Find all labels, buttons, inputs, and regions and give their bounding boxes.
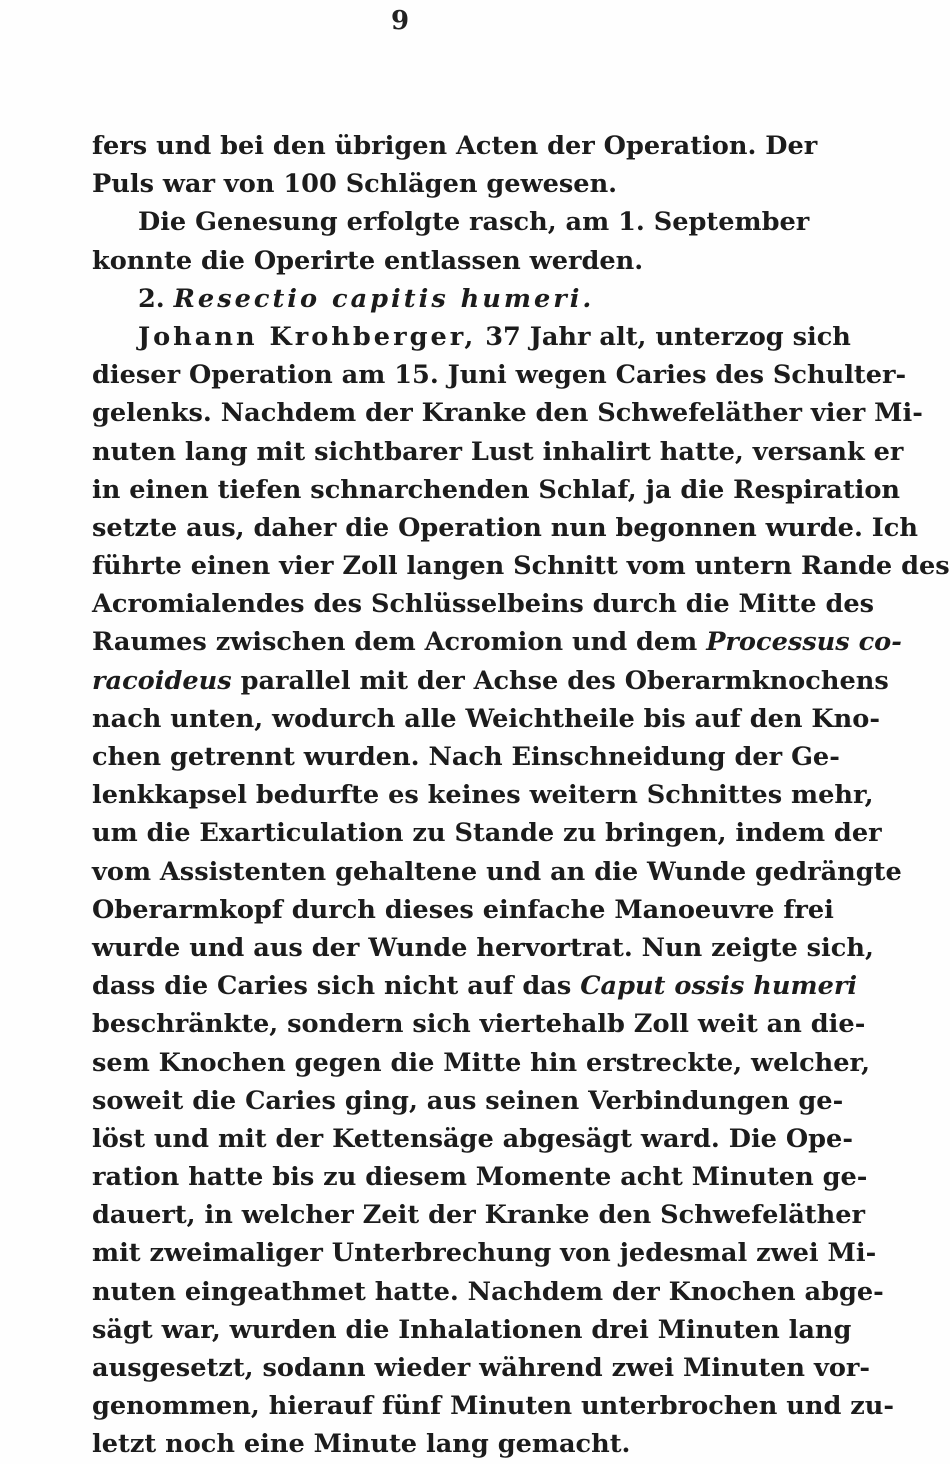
- text-line: führte einen vier Zoll langen Schnitt vom untern Rande des: [92, 551, 950, 582]
- text-line: fers und bei den übrigen Acten der Operation. Der: [92, 131, 818, 161]
- text-line: ration hatte bis zu diesem Momente acht Minuten ge-: [92, 1162, 868, 1193]
- text-line: lenkkapsel bedurfte es keines weitern Schnittes mehr,: [92, 780, 874, 811]
- text-line: Acromialendes des Schlüsselbeins durch die Mitte des: [92, 589, 875, 620]
- text-line: soweit die Caries ging, aus seinen Verbindungen ge-: [92, 1085, 844, 1116]
- text-line: Raumes zwischen dem Acromion und dem Processus co-: [92, 627, 902, 658]
- text-line: Oberarmkopf durch dieses einfache Manoeuvre frei: [92, 894, 834, 925]
- text-line: löst und mit der Kettensäge abgesägt ward. Die Ope-: [92, 1123, 853, 1154]
- text-line: nuten lang mit sichtbarer Lust inhalirt hatte, versank er: [92, 436, 904, 467]
- text-line: gelenks. Nachdem der Kranke den Schwefeläther vier Mi-: [92, 398, 923, 429]
- body-text: [92, 127, 950, 1464]
- text-line: ausgesetzt, sodann wieder während zwei Minuten vor-: [92, 1353, 870, 1383]
- text-line: beschränkte, sondern sich viertehalb Zoll weit an die-: [92, 1009, 866, 1040]
- text-line: genommen, hierauf fünf Minuten unterbrochen und zu-: [92, 1391, 895, 1422]
- text-line: um die Exarticulation zu Stande zu bringen, indem der: [92, 818, 882, 849]
- text-line: in einen tiefen schnarchenden Schlaf, ja die Respiration: [92, 474, 901, 505]
- text-line: dauert, in welcher Zeit der Kranke den Schwefeläther: [92, 1200, 865, 1231]
- page-number: 9: [390, 6, 410, 36]
- text-line: dieser Operation am 15. Juni wegen Caries des Schulter-: [92, 360, 907, 391]
- text-line: letzt noch eine Minute lang gemacht.: [92, 1429, 631, 1460]
- text-line: wurde und aus der Wunde hervortrat. Nun zeigte sich,: [92, 932, 874, 963]
- text-line: mit zweimaliger Unterbrechung von jedesmal zwei Mi-: [92, 1238, 877, 1269]
- section-number: 2.: [138, 283, 165, 314]
- text-line: nach unten, wodurch alle Weichtheile bis auf den Kno-: [92, 703, 880, 734]
- text-line: Die Genesung erfolgte rasch, am 1. September: [138, 207, 810, 238]
- text-line: sägt war, wurden die Inhalationen drei Minuten lang: [92, 1314, 852, 1345]
- text-line: dass die Caries sich nicht auf das Caput ossis humeri: [92, 971, 858, 1002]
- text-line: konnte die Operirte entlassen werden.: [92, 245, 644, 276]
- text-line: setzte aus, daher die Operation nun begonnen wurde. Ich: [92, 512, 918, 543]
- text-line: vom Assistenten gehaltene und an die Wunde gedrängte: [92, 856, 902, 887]
- text-line: racoideus parallel mit der Achse des Oberarmknochens: [92, 665, 889, 696]
- section-heading: [92, 280, 732, 318]
- section-title: Resectio capitis humeri.: [173, 283, 595, 314]
- patient-name: Johann Krohberger,: [138, 321, 477, 352]
- text-line: Puls war von 100 Schlägen gewesen.: [92, 169, 618, 200]
- text-line: nuten eingeathmet hatte. Nachdem der Knochen abge-: [92, 1276, 884, 1307]
- text-line: Johann Krohberger, 37 Jahr alt, unterzog sich: [138, 321, 851, 352]
- text-line: sem Knochen gegen die Mitte hin erstreckte, welcher,: [92, 1047, 871, 1078]
- text-line: chen getrennt wurden. Nach Einschneidung der Ge-: [92, 742, 840, 772]
